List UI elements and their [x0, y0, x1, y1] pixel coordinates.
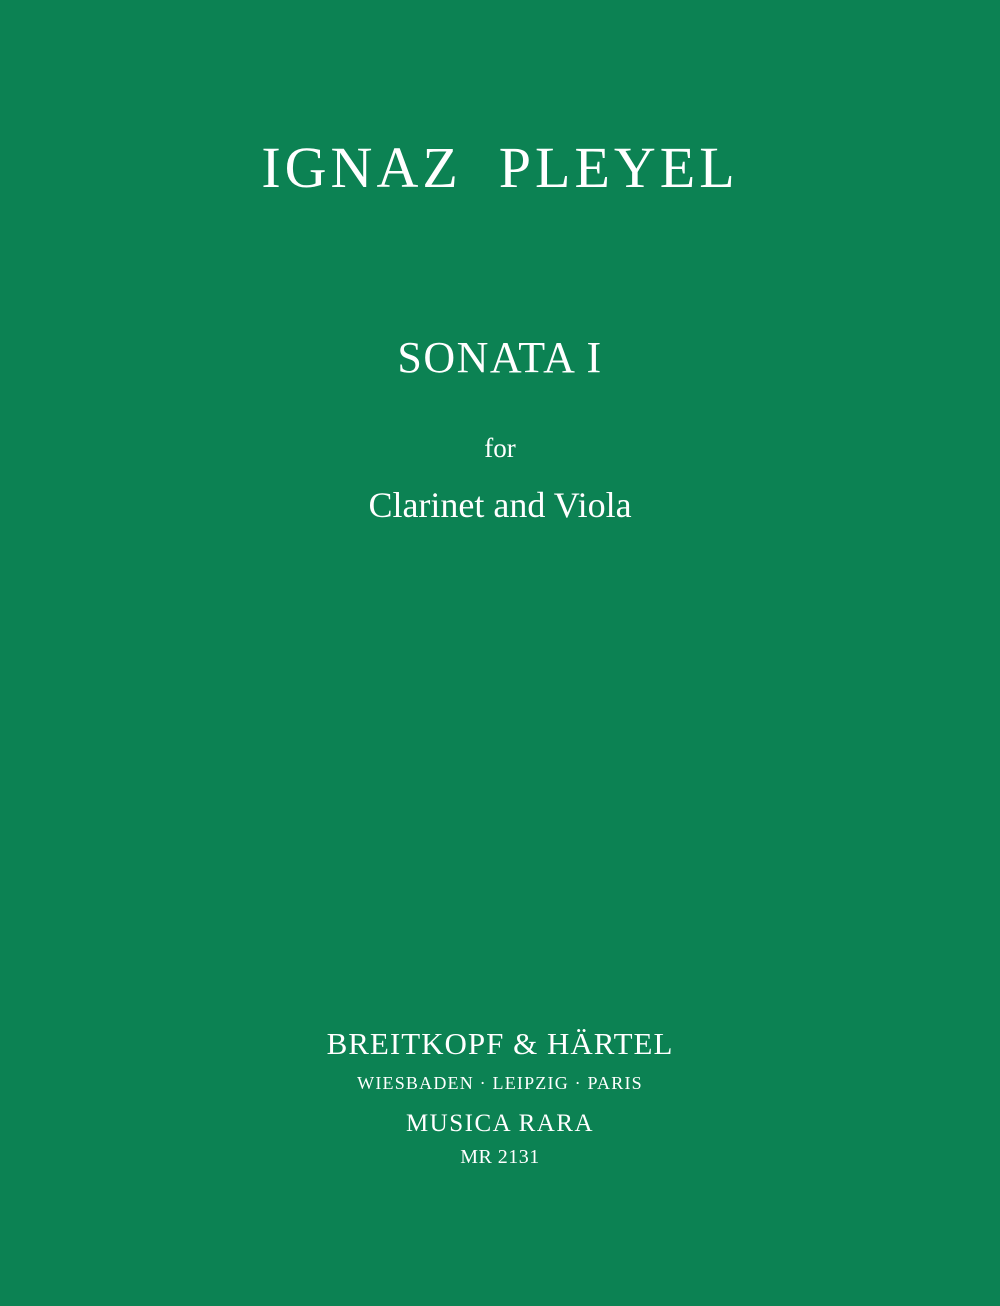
instrumentation-label: Clarinet and Viola — [368, 485, 632, 525]
catalog-number: MR 2131 — [460, 1145, 540, 1168]
publisher-cities: WIESBADEN · LEIPZIG · PARIS — [357, 1073, 643, 1094]
publisher-name: BREITKOPF & HÄRTEL — [326, 1026, 674, 1061]
work-title: SONATA I — [397, 333, 603, 382]
publisher-block — [0, 1025, 1000, 1169]
for-label: for — [484, 433, 516, 463]
composer-name: IGNAZ PLEYEL — [261, 135, 739, 200]
series-name: MUSICA RARA — [405, 1109, 595, 1137]
